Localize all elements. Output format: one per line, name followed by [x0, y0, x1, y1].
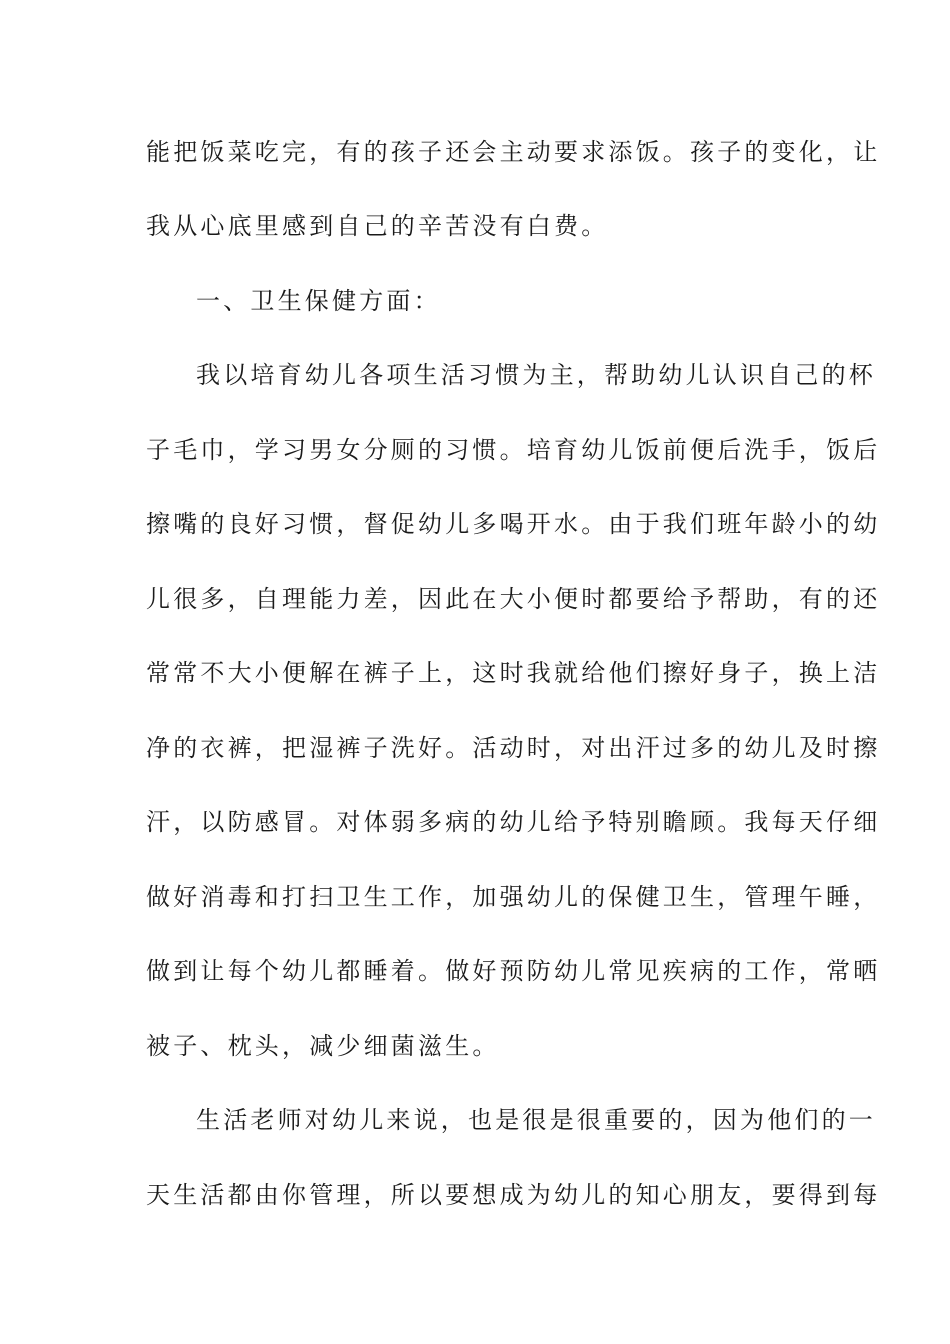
text-line-1: 能把饭菜吃完，有的孩子还会主动要求添饭。孩子的变化，让	[146, 138, 881, 166]
text-line-13: 被子、枕头，减少细菌滋生。	[146, 1032, 500, 1060]
text-line-12: 做到让每个幼儿都睡着。做好预防幼儿常见疾病的工作，常晒	[146, 957, 881, 985]
text-line-6: 擦嘴的良好习惯，督促幼儿多喝开水。由于我们班年龄小的幼	[146, 510, 881, 538]
text-line-15: 天生活都由你管理，所以要想成为幼儿的知心朋友，要得到每	[146, 1181, 881, 1209]
text-line-2: 我从心底里感到自己的辛苦没有白费。	[146, 212, 609, 240]
text-line-10: 汗，以防感冒。对体弱多病的幼儿给予特别瞻顾。我每天仔细	[146, 808, 881, 836]
text-line-9: 净的衣裤，把湿裤子洗好。活动时，对出汗过多的幼儿及时擦	[146, 734, 881, 762]
text-line-8: 常常不大小便解在裤子上，这时我就给他们擦好身子，换上洁	[146, 659, 881, 687]
text-line-11: 做好消毒和打扫卫生工作，加强幼儿的保健卫生，管理午睡，	[146, 883, 881, 911]
section-heading-hygiene: 一、卫生保健方面：	[196, 287, 441, 315]
text-line-7: 儿很多，自理能力差，因此在大小便时都要给予帮助，有的还	[146, 585, 881, 613]
text-line-4: 我以培育幼儿各项生活习惯为主，帮助幼儿认识自己的杯	[196, 361, 876, 389]
text-line-14: 生活老师对幼儿来说，也是很是很重要的，因为他们的一	[196, 1106, 876, 1134]
text-line-5: 子毛巾，学习男女分厕的习惯。培育幼儿饭前便后洗手，饭后	[146, 436, 881, 464]
